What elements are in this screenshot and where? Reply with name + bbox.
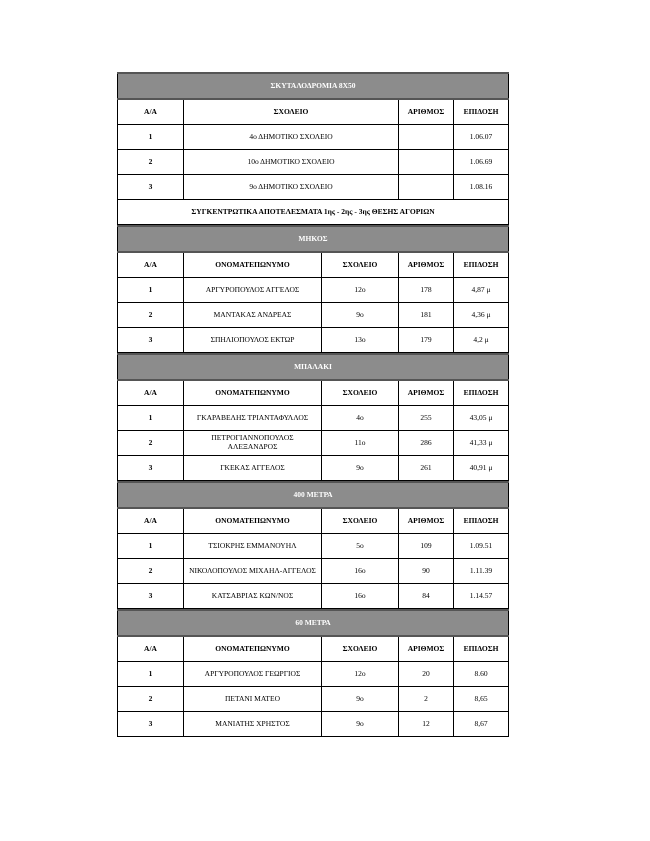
- table-row: [118, 175, 509, 200]
- header-name: ΟΝΟΜΑΤΕΠΩΝΥΜΟ: [184, 252, 322, 278]
- table-row: [118, 584, 509, 609]
- number-cell: 2: [399, 687, 454, 712]
- rank-cell: 2: [118, 303, 184, 328]
- athlete-name-cell: ΤΣΙΟΚΡΗΣ ΕΜΜΑΝΟΥΗΛ: [184, 534, 322, 559]
- rank-cell: 3: [118, 712, 184, 737]
- header-number: ΑΡΙΘΜΟΣ: [399, 636, 454, 662]
- number-cell: 286: [399, 431, 454, 456]
- school-cell: 4ο: [322, 406, 399, 431]
- school-cell: 12ο: [322, 662, 399, 687]
- rank-cell: 1: [118, 406, 184, 431]
- header-name: ΟΝΟΜΑΤΕΠΩΝΥΜΟ: [184, 380, 322, 406]
- rank-cell: 3: [118, 175, 184, 200]
- event-title: 400 ΜΕΤΡΑ: [118, 482, 509, 508]
- school-cell: 11ο: [322, 431, 399, 456]
- rank-cell: 1: [118, 662, 184, 687]
- event-table-400m: [117, 481, 509, 609]
- header-school: ΣΧΟΛΕΙΟ: [184, 99, 399, 125]
- athlete-name-cell: ΝΙΚΟΛΟΠΟΥΛΟΣ ΜΙΧΑΗΛ-ΑΓΓΕΛΟΣ: [184, 559, 322, 584]
- rank-cell: 3: [118, 328, 184, 353]
- athlete-name-cell: ΚΑΤΣΑΒΡΙΑΣ ΚΩΝ/ΝΟΣ: [184, 584, 322, 609]
- table-row: [118, 431, 509, 456]
- header-rank: Α/Α: [118, 380, 184, 406]
- athlete-name-cell: ΓΚΑΡΑΒΕΛΗΣ ΤΡΙΑΝΤΑΦΥΛΛΟΣ: [184, 406, 322, 431]
- rank-cell: 1: [118, 534, 184, 559]
- header-result: ΕΠΙΔΟΣΗ: [454, 508, 509, 534]
- header-school: ΣΧΟΛΕΙΟ: [322, 380, 399, 406]
- result-cell: 4,87 μ: [454, 278, 509, 303]
- event-title: 60 ΜΕΤΡΑ: [118, 610, 509, 636]
- result-cell: 8,67: [454, 712, 509, 737]
- events-container: [117, 225, 508, 737]
- school-cell: 13ο: [322, 328, 399, 353]
- number-cell: 179: [399, 328, 454, 353]
- header-result: ΕΠΙΔΟΣΗ: [454, 99, 509, 125]
- number-cell: [399, 150, 454, 175]
- number-cell: [399, 125, 454, 150]
- athlete-name-cell: ΓΚΕΚΑΣ ΑΓΓΕΛΟΣ: [184, 456, 322, 481]
- rank-cell: 3: [118, 456, 184, 481]
- number-cell: 261: [399, 456, 454, 481]
- result-cell: 40,91 μ: [454, 456, 509, 481]
- header-school: ΣΧΟΛΕΙΟ: [322, 636, 399, 662]
- table-row: [118, 456, 509, 481]
- school-cell: 16ο: [322, 559, 399, 584]
- result-cell: 4,2 μ: [454, 328, 509, 353]
- header-rank: Α/Α: [118, 252, 184, 278]
- result-cell: 8.60: [454, 662, 509, 687]
- header-rank: Α/Α: [118, 636, 184, 662]
- table-row: [118, 125, 509, 150]
- athlete-name-cell: ΑΡΓΥΡΟΠΟΥΛΟΣ ΓΕΩΡΓΙΟΣ: [184, 662, 322, 687]
- school-cell: 9ο ΔΗΜΟΤΙΚΟ ΣΧΟΛΕΙΟ: [184, 175, 399, 200]
- event-table-long-jump: [117, 225, 509, 353]
- table-row: [118, 278, 509, 303]
- event-title: ΜΠΑΛΑΚΙ: [118, 354, 509, 380]
- school-cell: 9ο: [322, 712, 399, 737]
- header-name: ΟΝΟΜΑΤΕΠΩΝΥΜΟ: [184, 636, 322, 662]
- relay-table: [117, 72, 509, 225]
- number-cell: 12: [399, 712, 454, 737]
- number-cell: 20: [399, 662, 454, 687]
- header-result: ΕΠΙΔΟΣΗ: [454, 636, 509, 662]
- header-result: ΕΠΙΔΟΣΗ: [454, 380, 509, 406]
- result-cell: 1.14.57: [454, 584, 509, 609]
- athlete-name-cell: ΠΕΤΡΟΓΙΑΝΝΟΠΟΥΛΟΣ ΑΛΕΞΑΝΔΡΟΣ: [184, 431, 322, 456]
- table-row: [118, 712, 509, 737]
- rank-cell: 3: [118, 584, 184, 609]
- table-row: [118, 150, 509, 175]
- header-rank: Α/Α: [118, 99, 184, 125]
- header-school: ΣΧΟΛΕΙΟ: [322, 508, 399, 534]
- athlete-name-cell: ΣΠΗΛΙΟΠΟΥΛΟΣ ΕΚΤΩΡ: [184, 328, 322, 353]
- table-row: [118, 662, 509, 687]
- athlete-name-cell: ΑΡΓΥΡΟΠΟΥΛΟΣ ΑΓΓΕΛΟΣ: [184, 278, 322, 303]
- header-result: ΕΠΙΔΟΣΗ: [454, 252, 509, 278]
- table-row: [118, 328, 509, 353]
- relay-title: ΣΚΥΤΑΛΟΔΡΟΜΙΑ 8Χ50: [118, 73, 509, 99]
- result-cell: 1.09.51: [454, 534, 509, 559]
- athlete-name-cell: ΜΑΝΤΑΚΑΣ ΑΝΔΡΕΑΣ: [184, 303, 322, 328]
- school-cell: 5ο: [322, 534, 399, 559]
- athlete-name-cell: ΜΑΝΙΑΤΗΣ ΧΡΗΣΤΟΣ: [184, 712, 322, 737]
- result-cell: 43,05 μ: [454, 406, 509, 431]
- table-row: [118, 303, 509, 328]
- header-number: ΑΡΙΘΜΟΣ: [399, 252, 454, 278]
- number-cell: 255: [399, 406, 454, 431]
- rank-cell: 2: [118, 687, 184, 712]
- rank-cell: 1: [118, 125, 184, 150]
- header-name: ΟΝΟΜΑΤΕΠΩΝΥΜΟ: [184, 508, 322, 534]
- rank-cell: 2: [118, 431, 184, 456]
- table-row: [118, 687, 509, 712]
- school-cell: 9ο: [322, 687, 399, 712]
- school-cell: 9ο: [322, 456, 399, 481]
- school-cell: 10ο ΔΗΜΟΤΙΚΟ ΣΧΟΛΕΙΟ: [184, 150, 399, 175]
- result-cell: 1.06.69: [454, 150, 509, 175]
- number-cell: 109: [399, 534, 454, 559]
- header-number: ΑΡΙΘΜΟΣ: [399, 99, 454, 125]
- rank-cell: 2: [118, 150, 184, 175]
- header-number: ΑΡΙΘΜΟΣ: [399, 380, 454, 406]
- event-title: ΜΗΚΟΣ: [118, 226, 509, 252]
- school-cell: 9ο: [322, 303, 399, 328]
- result-cell: 4,36 μ: [454, 303, 509, 328]
- header-number: ΑΡΙΘΜΟΣ: [399, 508, 454, 534]
- rank-cell: 1: [118, 278, 184, 303]
- table-row: [118, 534, 509, 559]
- number-cell: 90: [399, 559, 454, 584]
- table-row: [118, 406, 509, 431]
- number-cell: 84: [399, 584, 454, 609]
- event-table-ball-throw: [117, 353, 509, 481]
- school-cell: 16ο: [322, 584, 399, 609]
- summary-title: ΣΥΓΚΕΝΤΡΩΤΙΚΑ ΑΠΟΤΕΛΕΣΜΑΤΑ 1ης - 2ης - 3ης ΘΕΣΗΣ ΑΓΟΡΙΩΝ: [118, 200, 509, 225]
- school-cell: 12ο: [322, 278, 399, 303]
- result-cell: 41,33 μ: [454, 431, 509, 456]
- result-cell: 1.06.07: [454, 125, 509, 150]
- header-school: ΣΧΟΛΕΙΟ: [322, 252, 399, 278]
- table-row: [118, 559, 509, 584]
- number-cell: 178: [399, 278, 454, 303]
- rank-cell: 2: [118, 559, 184, 584]
- number-cell: 181: [399, 303, 454, 328]
- athlete-name-cell: ΠΕΤΑΝΙ ΜΑΤΕΟ: [184, 687, 322, 712]
- number-cell: [399, 175, 454, 200]
- school-cell: 4ο ΔΗΜΟΤΙΚΟ ΣΧΟΛΕΙΟ: [184, 125, 399, 150]
- header-rank: Α/Α: [118, 508, 184, 534]
- results-document: [117, 72, 508, 737]
- result-cell: 1.11.39: [454, 559, 509, 584]
- event-table-60m: [117, 609, 509, 737]
- result-cell: 1.08.16: [454, 175, 509, 200]
- result-cell: 8,65: [454, 687, 509, 712]
